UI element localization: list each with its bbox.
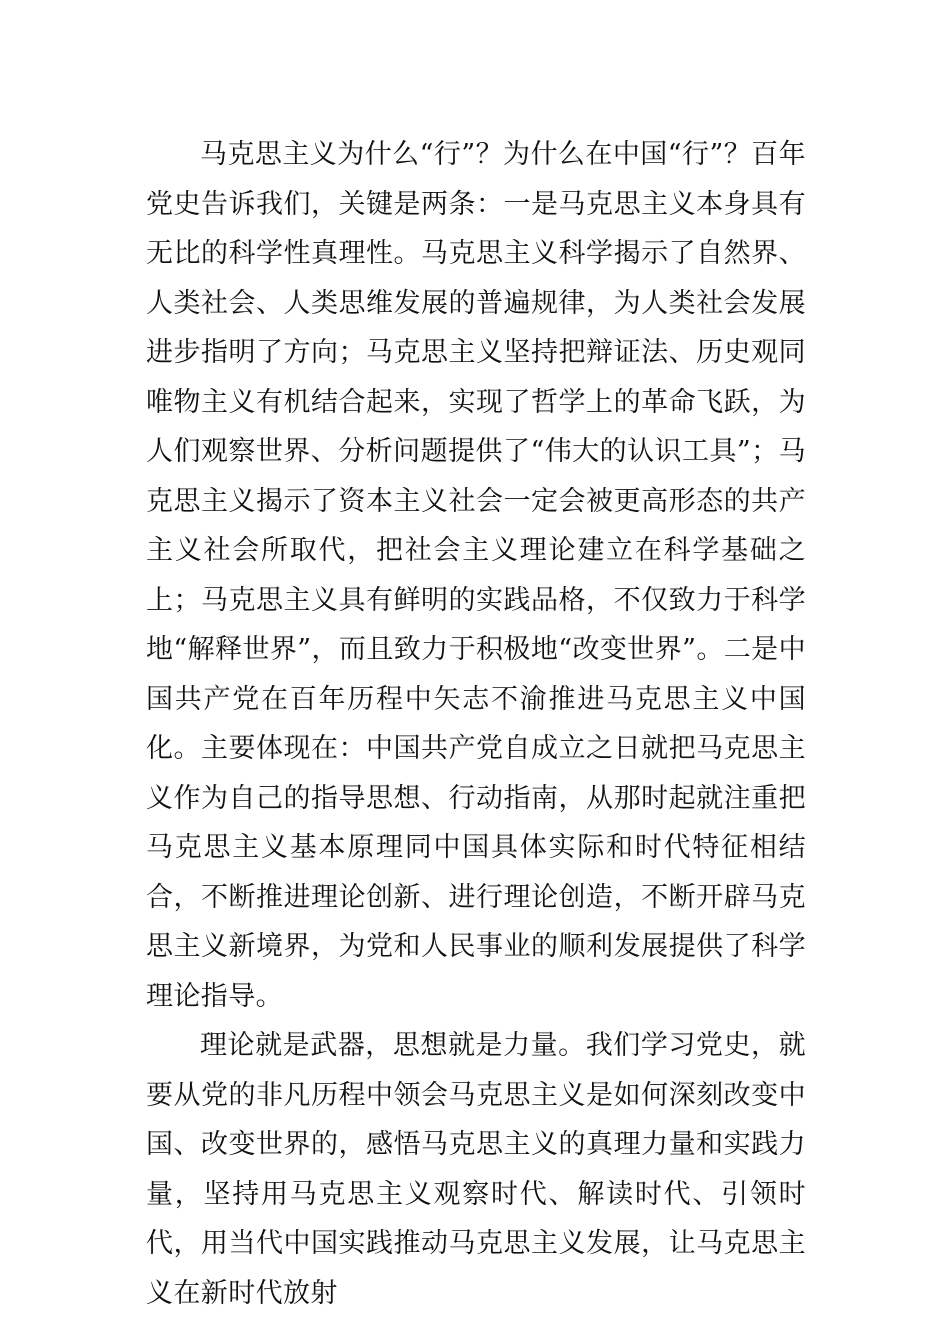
document-body: [146, 130, 806, 1318]
paragraph-1: 马克思主义为什么“行”？为什么在中国“行”？百年党史告诉我们，关键是两条：一是马克思主义本身具有无比的科学性真理性。马克思主义科学揭示了自然界、人类社会、人类思维发展的普遍规律，为人类社会发展进步指明了方向；马克思主义坚持把辩证法、历史观同唯物主义有机结合起来，实现了哲学上的革命飞跃，为人们观察世界、分析问题提供了“伟大的认识工具”；马克思主义揭示了资本主义社会一定会被更高形态的共产主义社会所取代，把社会主义理论建立在科学基础之上；马克思主义具有鲜明的实践品格，不仅致力于科学地“解释世界”，而且致力于积极地“改变世界”。二是中国共产党在百年历程中矢志不渝推进马克思主义中国化。主要体现在：中国共产党自成立之日就把马克思主义作为自己的指导思想、行动指南，从那时起就注重把马克思主义基本原理同中国具体实际和时代特征相结合，不断推进理论创新、进行理论创造，不断开辟马克思主义新境界，为党和人民事业的顺利发展提供了科学理论指导。: [146, 139, 806, 1012]
paragraph-2: 理论就是武器，思想就是力量。我们学习党史，就要从党的非凡历程中领会马克思主义是如何深刻改变中国、改变世界的，感悟马克思主义的真理力量和实践力量，坚持用马克思主义观察时代、解读时代、引领时代，用当代中国实践推动马克思主义发展，让马克思主义在新时代放射: [146, 1030, 806, 1309]
